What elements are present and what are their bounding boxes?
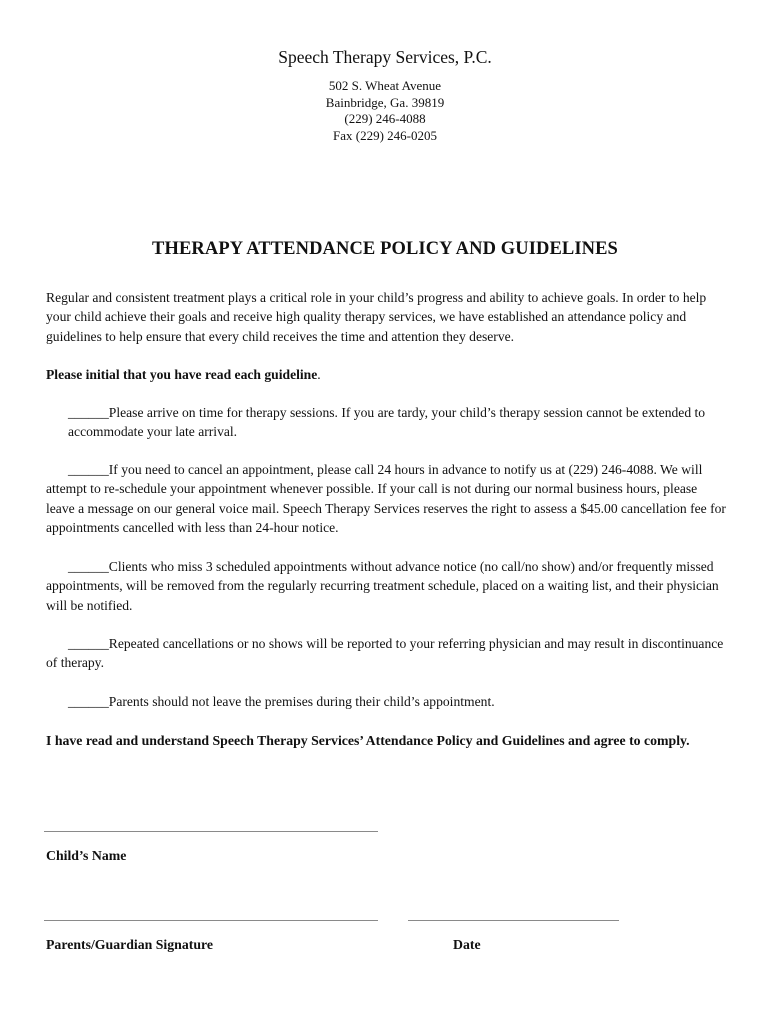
- agreement-statement: I have read and understand Speech Therapy Services’ Attendance Policy and Guidelines and agree to comply.: [46, 733, 690, 748]
- guideline-cancellation-content: ______If you need to cancel an appointment, please call 24 hours in advance to notify us at (229) 246-4088. We will attempt to re-schedule your appointment whenever possible. If your call is not during our normal business hours, please leave a message on our general voice mail. Speech Therapy Services reserves the right to assess a $45.00 cancellation fee for appointments cancelled with less than 24-hour notice.: [46, 462, 726, 535]
- guideline-premises-text: [46, 692, 726, 711]
- guideline-missed-text: [46, 557, 726, 615]
- guideline-cancellation-text: [46, 460, 726, 537]
- child-name-label: Child’s Name: [46, 848, 127, 863]
- parent-signature-line[interactable]: [44, 920, 378, 921]
- guideline-repeated-content: ______Repeated cancellations or no shows will be reported to your referring physician and may result in discontinuance of therapy.: [46, 636, 724, 671]
- guideline-cancellation: [46, 460, 726, 537]
- instruction-bold-text: Please initial that you have read each guideline: [46, 367, 318, 382]
- document-title: THERAPY ATTENDANCE POLICY AND GUIDELINES: [152, 239, 618, 259]
- guideline-missed-content: ______Clients who miss 3 scheduled appointments without advance notice (no call/no show) and/or frequently missed appointments, will be removed from the regularly recurring treatment schedule, placed on a waiting list, and their physician will be notified.: [46, 559, 719, 613]
- address-street: 502 S. Wheat Avenue: [328, 78, 442, 93]
- guideline-premises-content: ______Parents should not leave the premises during their child’s appointment.: [68, 694, 495, 709]
- phone-number: (229) 246-4088: [344, 111, 426, 126]
- child-name-signature-line[interactable]: [44, 831, 378, 832]
- guideline-missed-appointments: [46, 557, 726, 615]
- guideline-premises: [46, 692, 726, 711]
- guideline-repeated-cancellations: [46, 634, 726, 673]
- initial-instruction: [46, 365, 726, 384]
- guideline-repeated-text: [46, 634, 726, 673]
- intro-paragraph: Regular and consistent treatment plays a critical role in your child’s progress and ability to achieve goals. In order to help your child achieve their goals and receive high quality therapy services, we have established an attendance policy and guidelines to help ensure that every child receives the time and attention they deserve.: [46, 290, 707, 344]
- letterhead: [0, 46, 770, 144]
- fax-number: Fax (229) 246-0205: [333, 127, 437, 143]
- date-signature-line[interactable]: [408, 920, 619, 921]
- company-name: Speech Therapy Services, P.C.: [278, 47, 492, 67]
- date-label: Date: [453, 937, 481, 952]
- parent-signature-label: Parents/Guardian Signature: [46, 937, 213, 952]
- address-city: Bainbridge, Ga. 39819: [325, 94, 445, 110]
- guideline-arrive-on-time: ______Please arrive on time for therapy sessions. If you are tardy, your child’s therapy session cannot be extended to accommodate your late arrival.: [68, 405, 706, 440]
- instruction-period: .: [317, 367, 321, 382]
